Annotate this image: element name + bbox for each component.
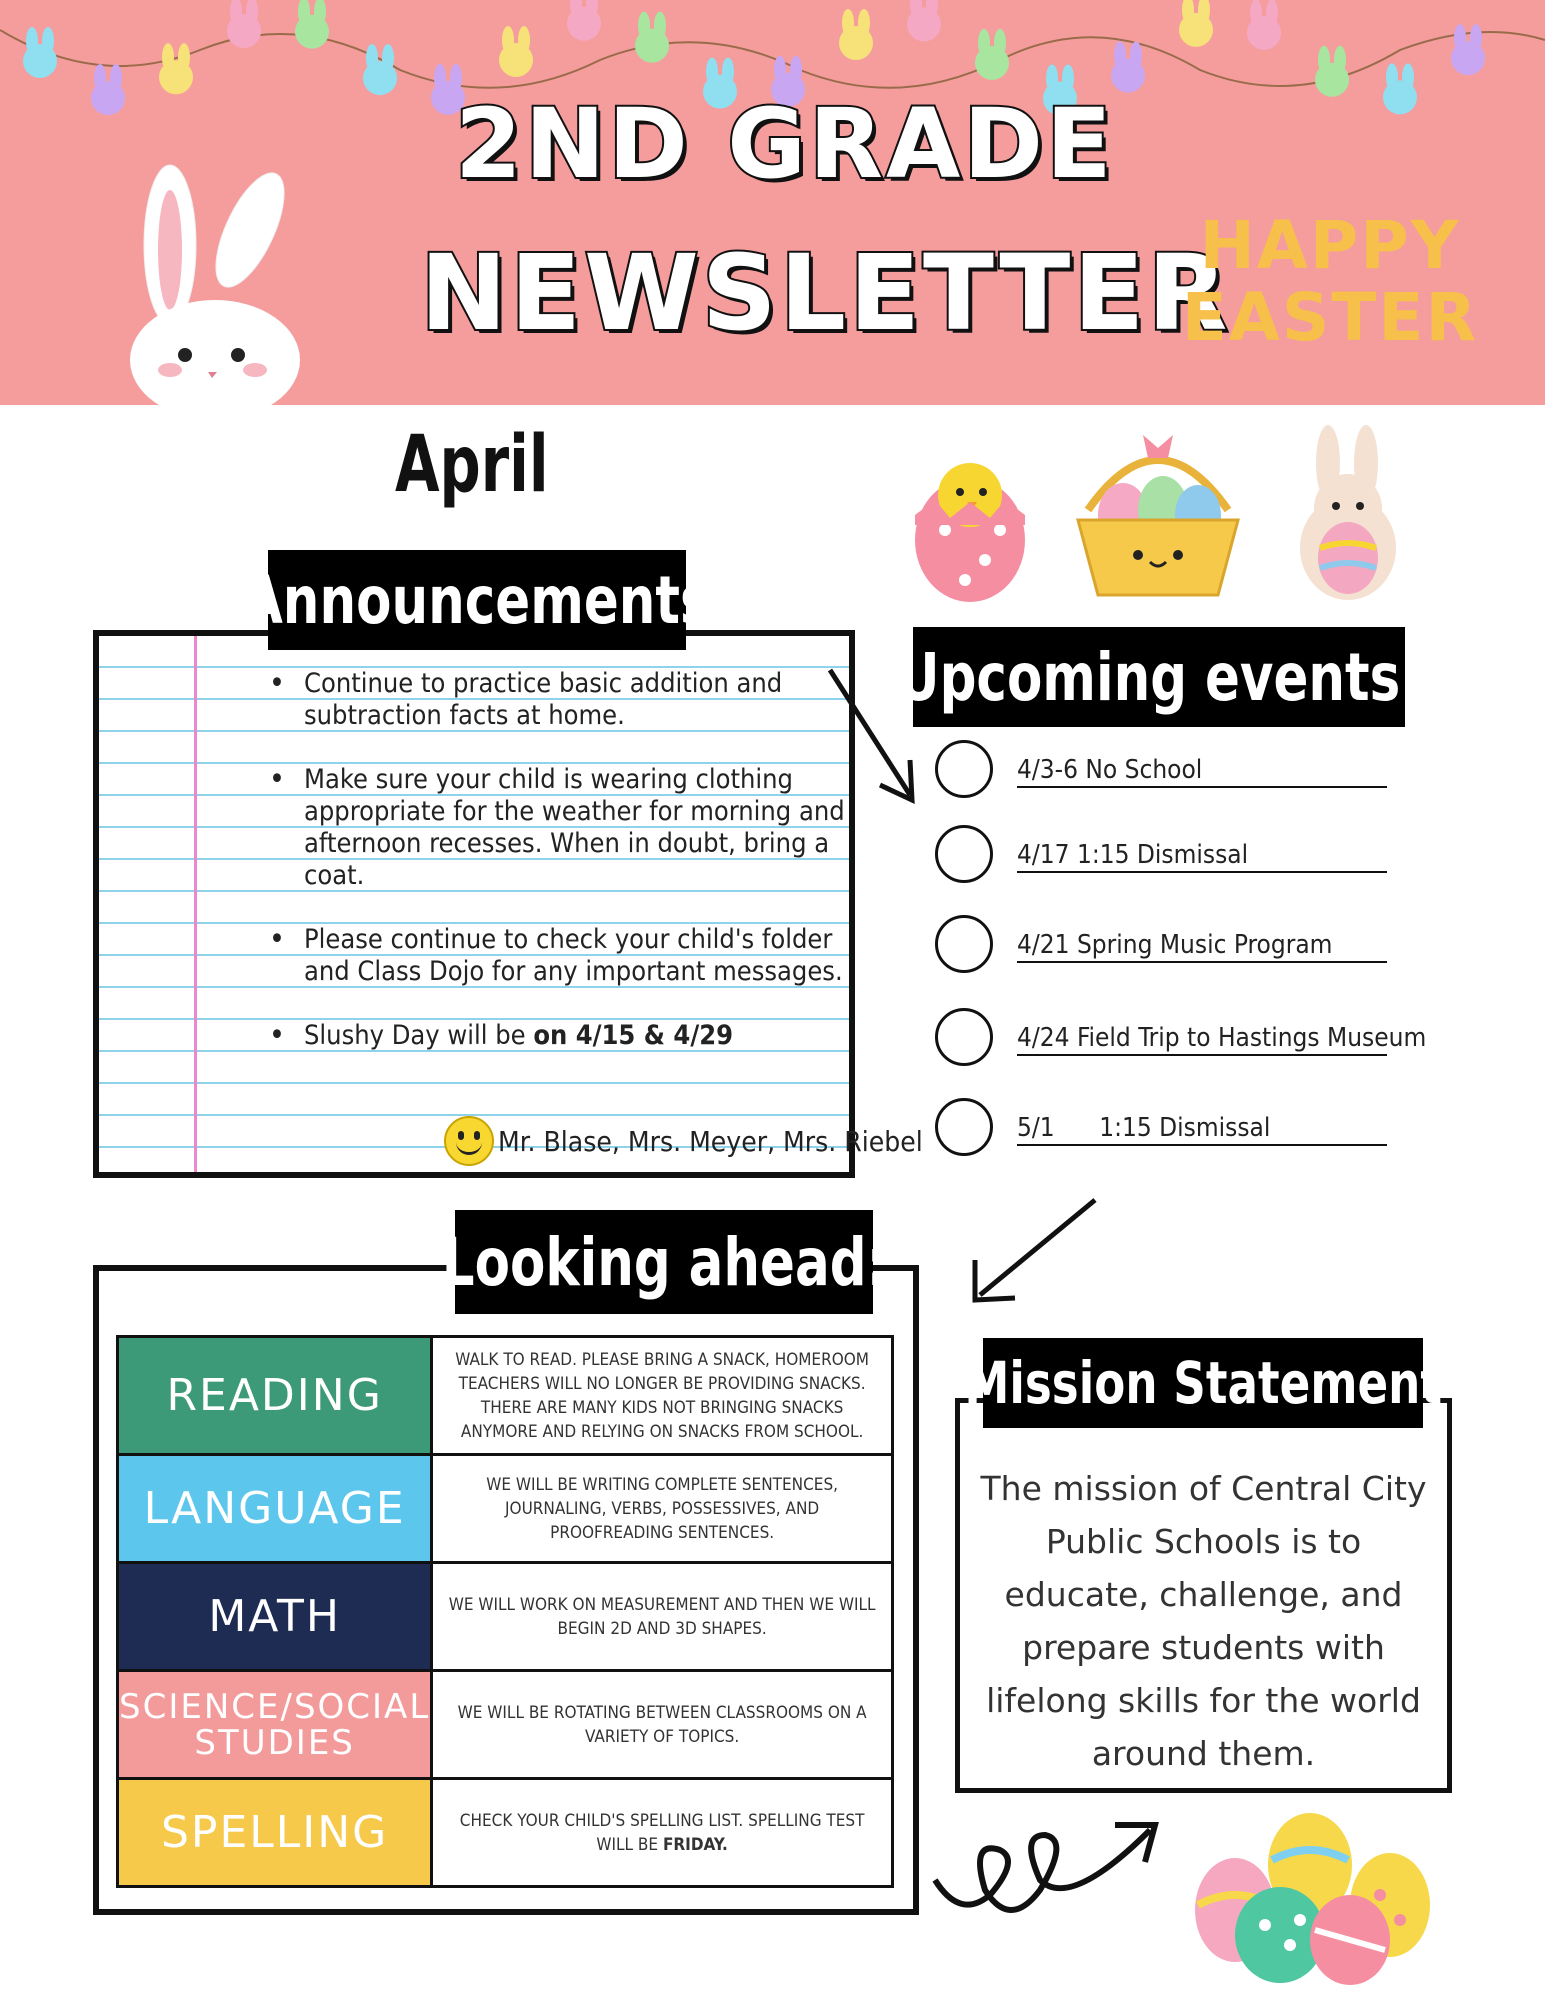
bunny-head-icon	[159, 43, 193, 94]
event-text: 4/21 Spring Music Program	[1017, 929, 1387, 963]
spelling-test-day: FRIDAY.	[662, 1834, 728, 1855]
bunny-head-icon	[907, 0, 941, 41]
arrow-icon	[960, 1190, 1110, 1310]
bunny-head-icon	[975, 29, 1009, 80]
subject-description: WE WILL WORK ON MEASUREMENT AND THEN WE WILL BEGIN 2D AND 3D SHAPES.	[432, 1563, 893, 1671]
table-row	[118, 1779, 893, 1887]
bunny-head-icon	[1383, 63, 1417, 114]
subject-description: WE WILL BE ROTATING BETWEEN CLASSROOMS ON A VARIETY OF TOPICS.	[432, 1671, 893, 1779]
event-item	[935, 915, 1395, 975]
bunny-head-icon	[499, 26, 533, 77]
event-item	[935, 1008, 1427, 1068]
subject-spelling: SPELLING	[118, 1779, 432, 1887]
announcements-list	[249, 668, 849, 1084]
smiley-icon	[444, 1116, 494, 1166]
event-checkbox[interactable]	[935, 740, 993, 798]
subject-reading: READING	[118, 1337, 432, 1455]
list-item: • Continue to practice basic addition and subtraction facts at home.	[249, 668, 849, 732]
bunny-head-icon	[1451, 24, 1485, 75]
mission-statement-title: Mission Statement	[983, 1338, 1423, 1428]
bunny-head-icon	[363, 44, 397, 95]
notebook-margin-line	[194, 636, 197, 1172]
event-checkbox[interactable]	[935, 1098, 993, 1156]
mission-statement-text: The mission of Central City Public Schools is to educate, challenge, and prepare students with lifelong skills for the world around them.	[980, 1469, 1427, 1773]
looking-ahead-title: Looking ahead:	[455, 1210, 873, 1314]
subject-science-social-studies: SCIENCE/SOCIAL STUDIES	[118, 1671, 432, 1779]
teacher-signature	[444, 1116, 923, 1166]
list-item: • Please continue to check your child's folder and Class Dojo for any important messages.	[249, 924, 849, 988]
list-item: • Slushy Day will be on 4/15 & 4/29	[249, 1020, 849, 1052]
arrow-icon	[930, 1800, 1170, 1930]
subjects-table	[116, 1335, 894, 1888]
bunny-icon	[120, 160, 310, 410]
bunny-head-icon	[839, 9, 873, 60]
event-text: 4/24 Field Trip to Hastings Museum	[1017, 1022, 1387, 1056]
bunny-egg-icon	[1288, 418, 1408, 603]
easter-basket-icon	[1068, 420, 1248, 605]
event-checkbox[interactable]	[935, 915, 993, 973]
event-checkbox[interactable]	[935, 825, 993, 883]
table-row	[118, 1671, 893, 1779]
slushy-dates: on 4/15 & 4/29	[533, 1020, 733, 1051]
subject-description: CHECK YOUR CHILD'S SPELLING LIST. SPELLING TEST WILL BE FRIDAY.	[432, 1779, 893, 1887]
announcements-notebook	[93, 630, 923, 1178]
subject-description: WALK TO READ. PLEASE BRING A SNACK, HOMEROOM TEACHERS WILL NO LONGER BE PROVIDING SNACKS. THERE ARE MANY KIDS NOT BRINGING SNACKS ANYMORE AND RELYING ON SNACKS FROM SCHOOL.	[432, 1337, 893, 1455]
easter-eggs-icon	[1190, 1805, 1435, 1985]
announcements-title: Announcements	[268, 550, 686, 650]
bunny-head-icon	[1179, 0, 1213, 47]
bunny-head-icon	[1247, 0, 1281, 50]
list-item: • Make sure your child is wearing clothing appropriate for the weather for morning and afternoon recesses. When in doubt, bring a coat.	[249, 764, 849, 892]
table-row	[118, 1337, 893, 1455]
subject-math: MATH	[118, 1563, 432, 1671]
event-text: 4/17 1:15 Dismissal	[1017, 839, 1387, 873]
event-text: 5/1 1:15 Dismissal	[1017, 1112, 1387, 1146]
event-text: 4/3-6 No School	[1017, 754, 1387, 788]
chick-egg-icon	[905, 430, 1035, 605]
bunny-head-icon	[1315, 46, 1349, 97]
newsletter-title-line1: 2ND GRADE	[455, 88, 1115, 200]
signature-text: Mr. Blase, Mrs. Meyer, Mrs. Riebel	[498, 1124, 923, 1158]
bunny-head-icon	[295, 0, 329, 49]
bunny-head-icon	[1111, 41, 1145, 92]
event-item	[935, 825, 1395, 885]
subject-language: LANGUAGE	[118, 1455, 432, 1563]
event-item	[935, 1098, 1395, 1158]
table-row	[118, 1563, 893, 1671]
bunny-head-icon	[635, 12, 669, 63]
bunny-head-icon	[91, 64, 125, 115]
event-checkbox[interactable]	[935, 1008, 993, 1066]
month-label: April	[395, 420, 549, 510]
bunny-head-icon	[227, 0, 261, 48]
event-item	[935, 740, 1395, 800]
table-row	[118, 1455, 893, 1563]
newsletter-title-line2: NEWSLETTER	[420, 232, 1231, 354]
bunny-head-icon	[23, 27, 57, 78]
subject-description: WE WILL BE WRITING COMPLETE SENTENCES, JOURNALING, VERBS, POSSESSIVES, AND PROOFREADING SENTENCES.	[432, 1455, 893, 1563]
bunny-head-icon	[567, 0, 601, 41]
happy-easter-text: HAPPY EASTER	[1181, 207, 1479, 356]
upcoming-events-title: Upcoming events:	[913, 627, 1405, 727]
